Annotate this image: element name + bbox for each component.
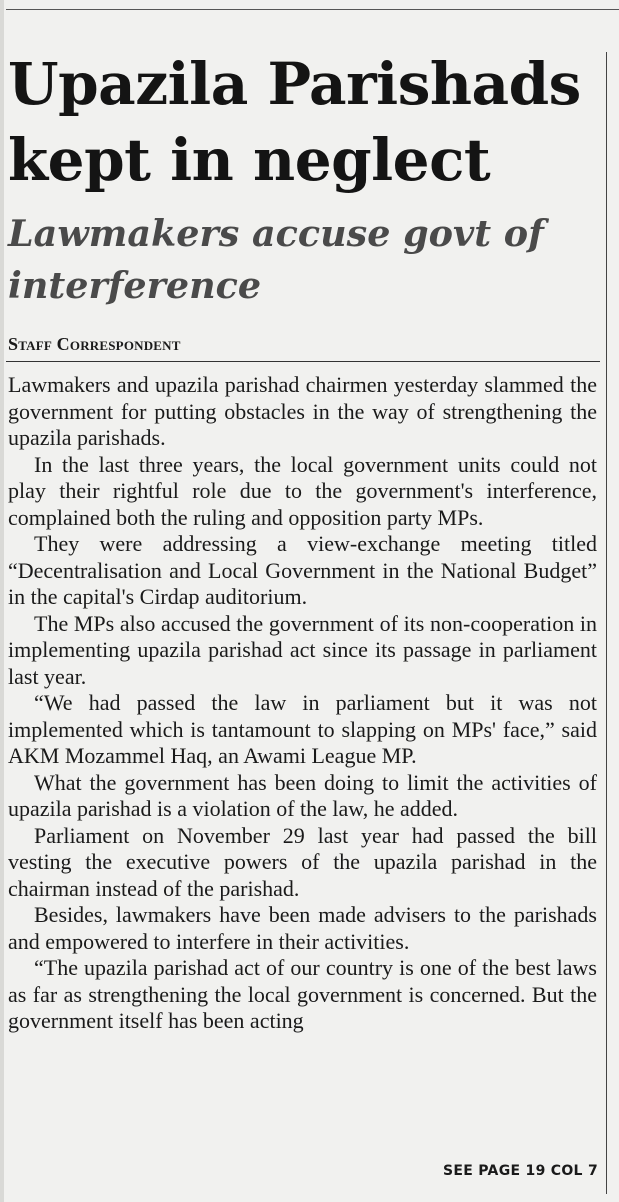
column-rule xyxy=(606,52,607,1194)
headline: Upazila Parishads kept in neglect xyxy=(8,50,581,194)
article-paragraph: “We had passed the law in parliament but it was not implemented which is tantamount to slapping on MPs' face,” said AKM Mozammel Haq, an Awami League MP. xyxy=(8,690,597,768)
article-paragraph: Parliament on November 29 last year had passed the bill vesting the executive powers of the upazila parishad in the chairman instead of the parishad. xyxy=(8,822,597,901)
article-paragraph: What the government has been doing to limit the activities of upazila parishad is a violation of the law, he added. xyxy=(8,769,597,821)
continuation-note: SEE PAGE 19 COL 7 xyxy=(443,1163,598,1179)
article-paragraph: “The upazila parishad act of our country is one of the best laws as far as strengthening the local government is concerned. But the government itself has been acting xyxy=(8,955,597,1033)
article-body xyxy=(8,372,597,1035)
article-paragraph: Lawmakers and upazila parishad chairmen yesterday slammed the government for putting obstacles in the way of strengthening the upazila parishads. xyxy=(8,372,597,450)
article-paragraph: They were addressing a view-exchange meeting titled “Decentralisation and Local Government in the National Budget” in the capital's Cirdap auditorium. xyxy=(8,531,597,609)
article-paragraph: Besides, lawmakers have been made advisers to the parishads and empowered to interfere in their activities. xyxy=(8,902,597,954)
subheadline: Lawmakers accuse govt of interference xyxy=(8,212,544,307)
article-paragraph: The MPs also accused the government of its non-cooperation in implementing upazila parishad act since its passage in parliament last year. xyxy=(8,610,597,689)
byline-rule xyxy=(6,361,600,362)
byline: Staff Correspondent xyxy=(8,334,181,354)
top-rule xyxy=(6,9,619,10)
page-edge-shade xyxy=(0,0,4,1202)
article-paragraph: In the last three years, the local government units could not play their rightful role due to the government's interference, complained both the ruling and opposition party MPs. xyxy=(8,451,597,530)
